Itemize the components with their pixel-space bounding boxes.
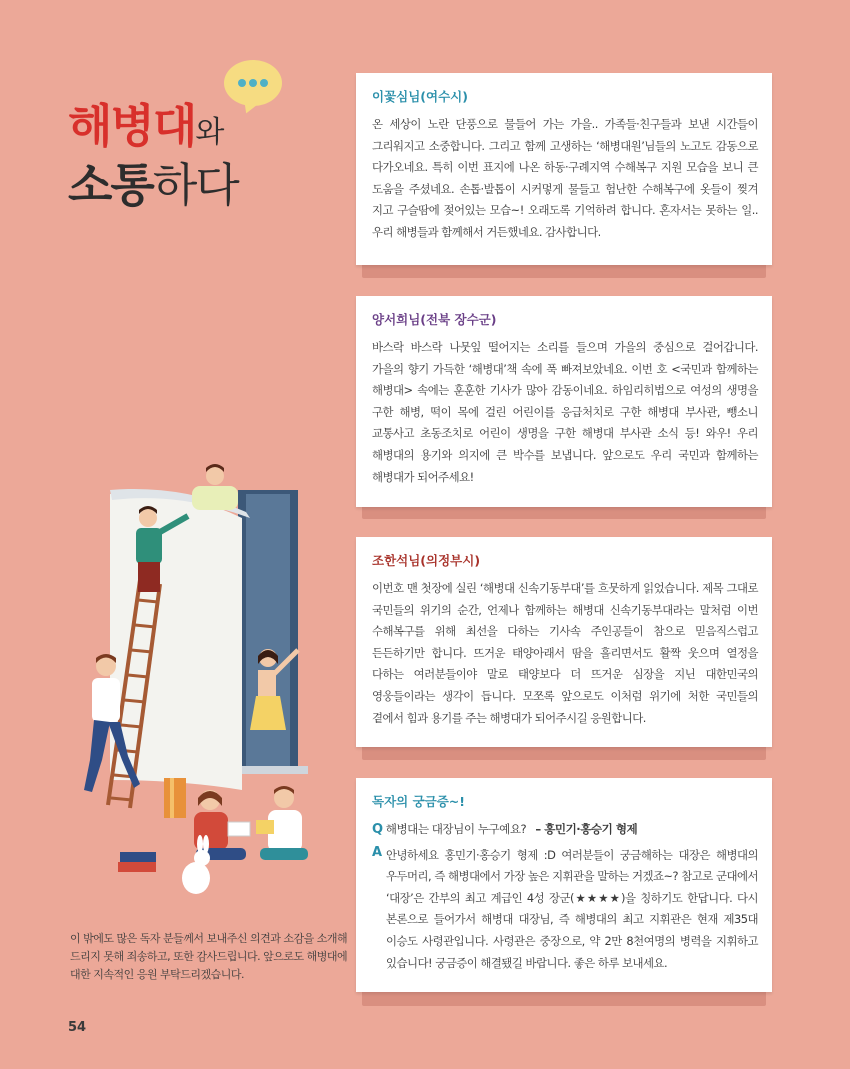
rabbit-icon bbox=[182, 862, 210, 894]
qa-heading: 독자의 궁금증~! bbox=[372, 794, 465, 809]
book-icon bbox=[256, 820, 274, 834]
people-and-book-illustration bbox=[60, 460, 330, 900]
person-legs bbox=[84, 720, 110, 792]
answer-mark: A bbox=[372, 844, 383, 860]
question-text: 해병대는 대장님이 누구예요? bbox=[385, 822, 527, 836]
reader-letter-text: 바스락 바스락 나뭇잎 떨어지는 소리를 들으며 가을의 중심으로 걸어갑니다. 가을의 향기 가득한 ‘해병대’책 속에 푹 빠져보았네요. 이번 호 <국민과 함께하는 해병대> 속에는 훈훈한 기사가 많아 감동이네요. 하임리히법으로 여성의 생명을 구한 해병, 떡이 목에 걸린 어린이를 응급처치로 구한 해병대 부사관, 뺑소니 교통사고 초동조치로 어린이 생명을 구한 해병대 부사관 소식 등! 와우! 우리 해병대의 용기와 의지에 큰 박수를 보냅니다. 앞으로도 우리 국민과 함께하는 해병대가 되어주세요! bbox=[372, 340, 758, 484]
door-step bbox=[238, 766, 308, 774]
answer-text: 안녕하세요 홍민기·홍승기 형제 :D 여러분들이 궁금해하는 대장은 해병대의 우두머리, 즉 해병대에서 가장 높은 지휘관을 말하는 거겠죠~? 참고로 군대에서 ‘대장’은 간부의 최고 계급인 4성 장군(★★★★)을 칭하기도 한답니다. 다시 본론으로 들어가서 해병대 대장님, 즉 해병대의 최고 지휘관은 현재 제35대 이승도 사령관입니다. 사령관은 중장으로, 약 2만 8천여명의 병력을 지휘하고 있습니다! 궁금증이 해결됐길 바랍니다. 좋은 하루 보내세요. bbox=[386, 847, 758, 970]
person-body bbox=[192, 486, 238, 510]
reader-name: 조한석님(의정부시) bbox=[372, 553, 481, 568]
reader-letter-card-1 bbox=[356, 73, 772, 265]
reader-letter-text: 온 세상이 노란 단풍으로 물들어 가는 가을.. 가족들·친구들과 보낸 시간들이 그리워지고 소중합니다. 그리고 함께 고생하는 ‘해병대원’님들의 노고도 감동으로 다가오네요. 특히 이번 표지에 나온 하동·구례지역 수해복구 지원 모습을 보니 큰 도움을 주셨네요. 손톱·발톱이 시커멓게 물들고 험난한 수해복구에 옷들이 찢겨 지고 구슬땀에 젖어있는 모습~! 오래도록 기억하려 합니다. 혼자서는 못하는 일.. 우리 해병들과 함께해서 거든했네요. 감사합니다. bbox=[372, 117, 758, 239]
person-body bbox=[136, 528, 162, 564]
reader-letter-card-2 bbox=[356, 296, 772, 507]
book-icon bbox=[164, 778, 186, 818]
reader-qa-card bbox=[356, 778, 772, 992]
reader-name: 이꽃심님(여수시) bbox=[372, 89, 468, 104]
person-skirt bbox=[250, 696, 286, 730]
bubble-dot bbox=[260, 79, 268, 87]
qa-answer bbox=[372, 845, 758, 975]
qa-question bbox=[372, 819, 758, 841]
title-highlight-2: 소통 bbox=[68, 157, 153, 212]
bubble-dot bbox=[249, 79, 257, 87]
person-head bbox=[206, 467, 224, 485]
page-title bbox=[68, 100, 298, 212]
person-legs bbox=[138, 562, 160, 592]
person-head bbox=[139, 509, 157, 527]
book-icon bbox=[118, 862, 156, 872]
bubble-dot bbox=[238, 79, 246, 87]
title-particle: 와 bbox=[195, 115, 223, 150]
open-book-icon bbox=[228, 822, 250, 836]
footer-note: 이 밖에도 많은 독자 분들께서 보내주신 의견과 소감을 소개해드리지 못해 죄송하고, 또한 감사드립니다. 앞으로도 해병대에 대한 지속적인 응원 부탁드리겠습니다. bbox=[70, 932, 348, 981]
card-shadow bbox=[362, 990, 766, 1006]
reader-name: 양서희님(전북 장수군) bbox=[372, 312, 497, 327]
reader-letter-card-3 bbox=[356, 537, 772, 747]
person-body bbox=[92, 678, 120, 722]
title-rest: 하다 bbox=[152, 157, 238, 212]
question-mark: Q bbox=[372, 822, 383, 837]
page-number: 54 bbox=[68, 1020, 87, 1035]
question-asker: – 홍민기·홍승기 형제 bbox=[535, 822, 638, 836]
title-highlight-1: 해병대 bbox=[68, 99, 196, 153]
reader-letter-text: 이번호 맨 첫장에 실린 ‘해병대 신속기동부대’를 흐뭇하게 읽었습니다. 제목 그대로 국민들의 위기의 순간, 언제나 함께하는 해병대 신속기동부대라는 말처럼 이번 수해복구를 위해 최선을 다하는 기사속 주인공들이 참으로 믿음직스럽고 든든하기만 합니다. 뜨거운 태양아래서 땀을 흘리면서도 활짝 웃으며 열정을 다하는 여러분들이야 말로 태양보다 더 뜨거운 심장을 지닌 대한민국의 영웅들이라는 생각이 듭니다. 모쪼록 앞으로도 이처럼 위기에 처한 국민들의 곁에서 힘과 용기를 주는 해병대가 되어주시길 응원합니다. bbox=[372, 581, 758, 725]
